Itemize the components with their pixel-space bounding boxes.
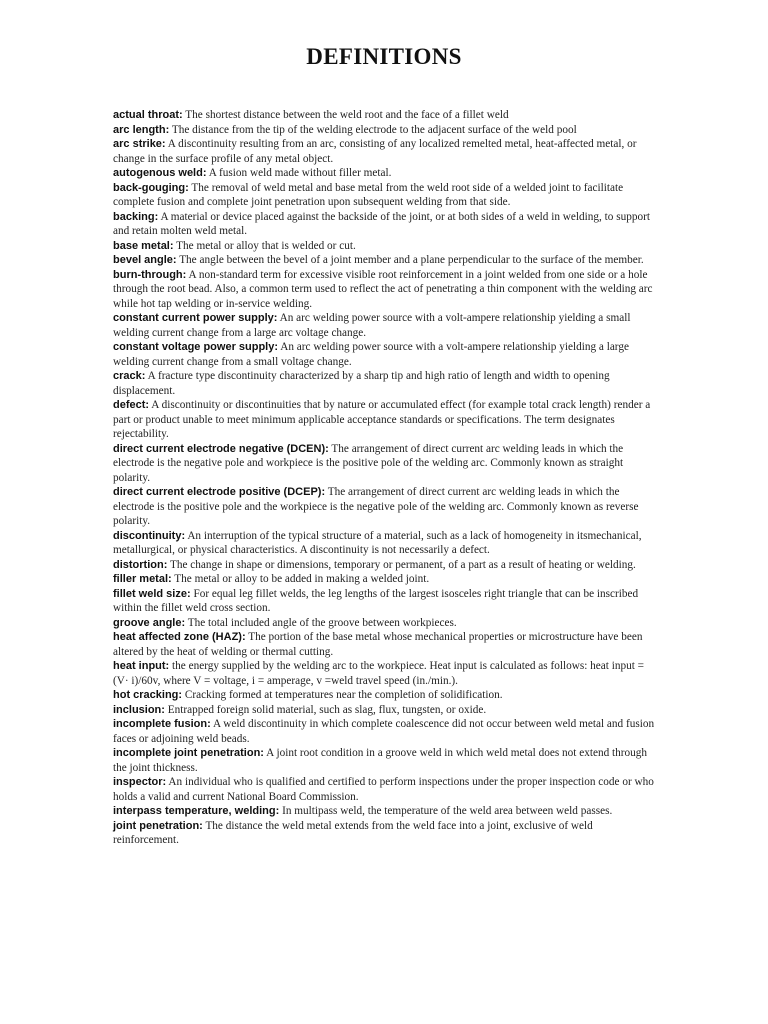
definition-term: groove angle: [113, 616, 186, 629]
definition-term: distortion: [113, 558, 168, 571]
definition-text: The metal or alloy to be added in making a welded joint. [174, 573, 430, 585]
definition-item [113, 340, 661, 369]
definition-item [113, 717, 661, 746]
definition-term: fillet weld size: [113, 587, 191, 600]
definition-term: arc strike: [113, 138, 166, 150]
definition-text: The metal or alloy that is welded or cut. [176, 239, 356, 252]
definition-item [113, 630, 661, 659]
definition-term: inclusion: [113, 703, 165, 716]
definition-text: An individual who is qualified and certified to perform inspections under the proper inspection code or who holds a valid and current National Board Commission. [113, 776, 654, 803]
definition-term: backing: [113, 210, 159, 223]
definition-text: The distance the weld metal extends from the weld face into a joint, exclusive of weld reinforcement. [113, 819, 593, 846]
definition-text: A discontinuity resulting from an arc, consisting of any localized remelted metal, heat-affected metal, or change in the surface profile of any metal object. [113, 138, 637, 165]
definition-term: constant current power supply: [113, 312, 278, 324]
definition-item [113, 659, 661, 688]
definition-term: base metal: [113, 239, 174, 252]
definition-term: direct current electrode negative (DCEN): [113, 442, 329, 455]
definition-term: hot cracking: [113, 689, 183, 701]
definition-term: autogenous weld: [113, 167, 207, 179]
definition-item [113, 253, 661, 268]
definition-item [113, 398, 661, 442]
definition-text: the energy supplied by the welding arc to the workpiece. Heat input is calculated as follows: heat input = (V· i)/60v, where V = voltage, i = amperage, v =weld travel speed (in./min.). [113, 660, 644, 687]
definition-text: A material or device placed against the backside of the joint, or at both sides of a weld in welding, to support and retain molten weld metal. [113, 210, 650, 237]
definition-text: The angle between the bevel of a joint member and a plane perpendicular to the surface of the member. [179, 254, 644, 266]
definition-text: The distance from the tip of the welding electrode to the adjacent surface of the weld pool [171, 123, 577, 136]
definition-term: incomplete fusion: [113, 718, 211, 730]
definition-item [113, 311, 661, 340]
definition-item [113, 688, 661, 703]
definitions-list [113, 108, 661, 848]
definition-text: The change in shape or dimensions, temporary or permanent, of a part as a result of heating or welding. [170, 558, 636, 571]
definition-item [113, 558, 661, 573]
definition-item [113, 529, 661, 558]
definition-item [113, 369, 661, 398]
definition-item [113, 166, 661, 181]
definition-term: heat affected zone (HAZ): [113, 631, 246, 643]
definition-text: The shortest distance between the weld root and the face of a fillet weld [185, 109, 509, 121]
definition-term: back-gouging: [113, 181, 189, 194]
definition-item [113, 123, 661, 138]
definition-text: A joint root condition in a groove weld in which weld metal does not extend through the joint thickness. [113, 747, 648, 774]
definition-text: For equal leg fillet welds, the leg lengths of the largest isosceles right triangle that can be inscribed within the fillet weld cross section. [113, 587, 639, 614]
definition-text: In multipass weld, the temperature of the weld area between weld passes. [282, 805, 613, 817]
definition-item [113, 746, 661, 775]
definition-text: A discontinuity or discontinuities that by nature or accumulated effect (for example total crack length) render a part or product unable to meet minimum applicable acceptance standards or specifications. The term designates rejectability. [113, 399, 651, 440]
definition-text: The total included angle of the groove between workpieces. [187, 616, 457, 629]
definition-term: crack: [113, 370, 146, 382]
definition-term: inspector: [113, 776, 167, 788]
definition-item [113, 268, 661, 312]
definition-term: heat input: [113, 660, 170, 672]
definition-item [113, 616, 661, 631]
definition-text: An interruption of the typical structure of a material, such as a lack of homogeneity in itsmechanical, metallurgical, or physical characteristics. A discontinuity is not necessarily a defect. [113, 529, 642, 556]
definition-term: bevel angle: [113, 254, 177, 266]
definition-text: The portion of the base metal whose mechanical properties or microstructure have been altered by the heat of welding or thermal cutting. [113, 631, 643, 658]
definition-term: constant voltage power supply: [113, 341, 279, 353]
definition-text: The arrangement of direct current arc welding leads in which the electrode is the positive pole and the workpiece is the negative pole of the welding arc. Commonly known as reverse polarity. [113, 486, 639, 527]
definition-term: incomplete joint penetration: [113, 747, 264, 759]
definition-item [113, 703, 661, 718]
definition-text: A weld discontinuity in which complete coalescence did not occur between weld metal and fusion faces or adjoining weld beads. [113, 718, 655, 745]
definition-term: direct current electrode positive (DCEP): [113, 486, 326, 498]
definition-term: joint penetration: [113, 819, 203, 832]
definition-item [113, 442, 661, 486]
definition-term: burn-through: [113, 268, 187, 281]
definition-item [113, 804, 661, 819]
definition-item [113, 108, 661, 123]
definition-text: A fusion weld made without filler metal. [208, 167, 392, 179]
definition-item [113, 239, 661, 254]
definition-term: actual throat: [113, 109, 183, 121]
definition-text: A non-standard term for excessive visible root reinforcement in a joint welded from one side or a hole through the root bead. Also, a common term used to reflect the act of penetrating a thin component with the welding arc while hot tap welding or in-service welding. [113, 268, 653, 310]
definition-text: Entrapped foreign solid material, such as slag, flux, tungsten, or oxide. [167, 703, 487, 716]
definition-item [113, 137, 661, 166]
definition-text: Cracking formed at temperatures near the completion of solidification. [184, 689, 503, 701]
definition-text: An arc welding power source with a volt-ampere relationship yielding a large welding current change from a small voltage change. [113, 341, 629, 368]
definition-term: defect: [113, 399, 150, 411]
definition-item [113, 485, 661, 529]
definition-term: arc length: [113, 123, 170, 136]
definition-term: discontinuity: [113, 529, 186, 542]
definition-term: interpass temperature, welding: [113, 805, 280, 817]
page-title: DEFINITIONS [306, 44, 462, 69]
definition-item [113, 210, 661, 239]
definition-text: The removal of weld metal and base metal from the weld root side of a welded joint to facilitate complete fusion and complete joint penetration upon subsequent welding from that side. [113, 181, 624, 208]
definition-text: A fracture type discontinuity characterized by a sharp tip and high ratio of length and width to opening displacement. [113, 370, 610, 397]
definition-text: The arrangement of direct current arc welding leads in which the electrode is the negative pole and workpiece is the positive pole of the welding arc. Commonly known as straight polarity. [113, 442, 624, 484]
definition-item [113, 181, 661, 210]
definition-item [113, 587, 661, 616]
definition-item [113, 819, 661, 848]
definition-item [113, 775, 661, 804]
definition-text: An arc welding power source with a volt-ampere relationship yielding a small welding current change from a large arc voltage change. [113, 312, 631, 339]
definition-item [113, 572, 661, 587]
definition-term: filler metal: [113, 573, 172, 585]
